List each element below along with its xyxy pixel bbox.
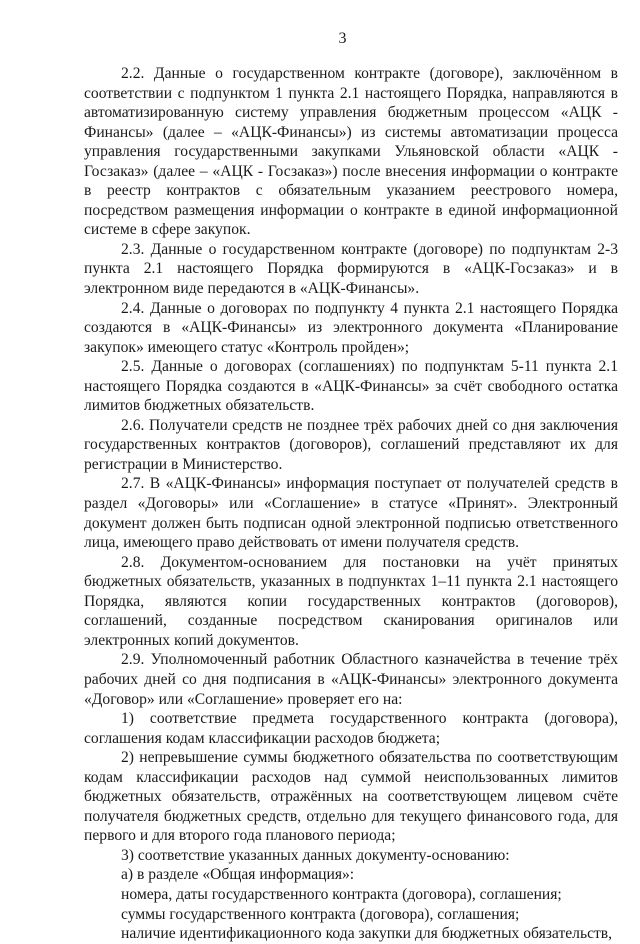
paragraph-2-2: 2.2. Данные о государственном контракте (договоре), заключённом в соответствии с подпунктом 1 пункта 2.1 настоящего Порядка, направляются в автоматизированную систему управления бюджетным процессом «АЦК - Финансы» (далее – «АЦК-Финансы») из системы автоматизации процесса управления государственными закупками Ульяновской области «АЦК - Госзаказ» (далее – «АЦК - Госзаказ») после внесения информации о контракте в реестр контрактов с обязательным указанием реестрового номера, посредством размещения информации о контракте в единой информационной системе в сфере закупок.: [84, 65, 618, 239]
list-item-1: 1) соответствие предмета государственного контракта (договора), соглашения кодам классификации расходов бюджета;: [84, 710, 618, 747]
paragraph-2-9: 2.9. Уполномоченный работник Областного казначейства в течение трёх рабочих дней со дня подписания в «АЦК-Финансы» электронного документа «Договор» или «Соглашение» проверяет его на:: [84, 651, 618, 708]
page-number: 3: [338, 30, 347, 47]
detail-line-procurement-code: наличие идентификационного кода закупки для бюджетных обязательств,: [121, 925, 613, 943]
paragraph-2-6: 2.6. Получатели средств не позднее трёх рабочих дней со дня заключения государственных контрактов (договоров), соглашений представляют их для регистрации в Министерство.: [84, 416, 618, 473]
detail-line-number-date: номера, даты государственного контракта (договора), соглашения;: [121, 885, 562, 903]
paragraph-2-7: 2.7. В «АЦК-Финансы» информация поступает от получателей средств в раздел «Договоры» или «Соглашение» в статусе «Принят». Электронный документ должен быть подписан одной электронной подписью ответственного лица, имеющего право действовать от имени получателя средств.: [84, 475, 618, 552]
paragraph-2-3: 2.3. Данные о государственном контракте (договоре) по подпунктам 2-3 пункта 2.1 настоящего Порядка формируются в «АЦК-Госзаказ» и в электронном виде передаются в «АЦК-Финансы».: [84, 240, 618, 298]
paragraph-2-8: 2.8. Документом-основанием для постановки на учёт принятых бюджетных обязательств, указанных в подпунктах 1–11 пункта 2.1 настоящего Порядка, являются копии государственных контрактов (договоров), соглашений, созданные посредством сканирования оригиналов или электронных копий документов.: [84, 553, 618, 649]
paragraph-2-4: 2.4. Данные о договорах по подпункту 4 пункта 2.1 настоящего Порядка создаются в «АЦК-Финансы» из электронного документа «Планирование закупок» имеющего статус «Контроль пройден»;: [84, 299, 618, 356]
document-body: [84, 64, 618, 944]
detail-line-amount: суммы государственного контракта (договора), соглашения;: [121, 905, 520, 923]
paragraph-2-5: 2.5. Данные о договорах (соглашениях) по подпунктам 5-11 пункта 2.1 настоящего Порядка создаются в «АЦК-Финансы» за счёт свободного остатка лимитов бюджетных обязательств.: [84, 358, 618, 415]
list-item-2: 2) непревышение суммы бюджетного обязательства по соответствующим кодам классификации расходов над суммой неиспользованных лимитов бюджетных обязательств, отражённых на соответствующем лицевом счёте получателя бюджетных средств, отдельно для текущего финансового года, для первого и для второго года планового периода;: [84, 749, 618, 845]
list-item-3: 3) соответствие указанных данных документу-основанию:: [121, 846, 510, 864]
sub-item-a: а) в разделе «Общая информация»:: [121, 866, 355, 884]
